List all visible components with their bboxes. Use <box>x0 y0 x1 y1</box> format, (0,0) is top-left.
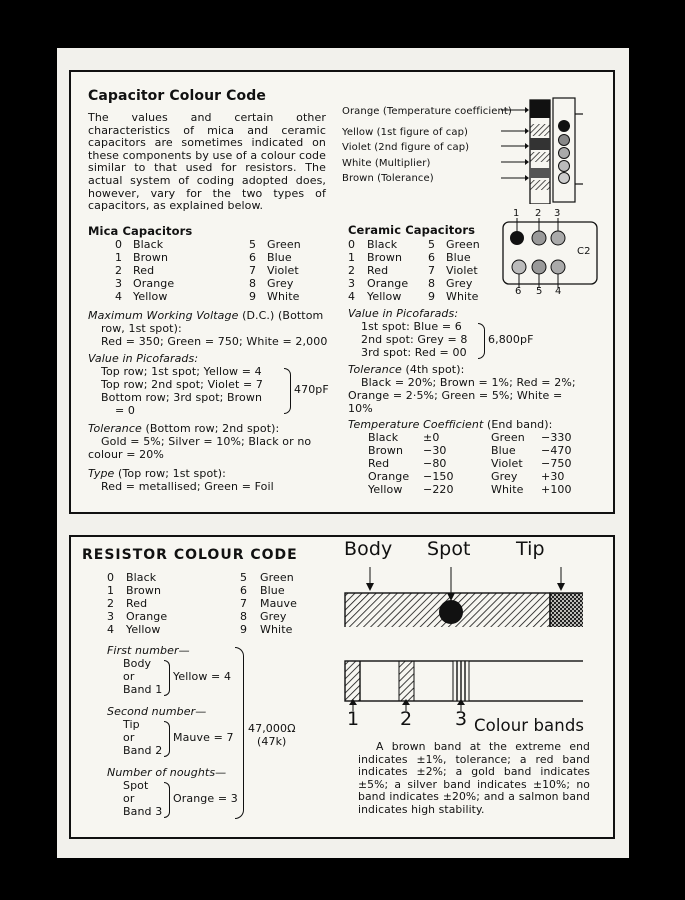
mica-num: 3 <box>115 277 123 290</box>
tc-value: −150 <box>423 470 454 483</box>
label-body: Body <box>344 538 393 560</box>
noughts-line: Band 3 <box>123 805 163 818</box>
resistor-colour: Black <box>126 571 157 584</box>
noughts-line: or <box>123 792 135 805</box>
mica-capacitor-diagram <box>501 94 601 204</box>
mica-colour: Grey <box>267 277 294 290</box>
label-yellow: Yellow (1st figure of cap) <box>342 127 469 138</box>
ceramic-spot-num: 6 <box>515 286 522 297</box>
ceramic-tol-head: Tolerance <box>348 363 402 376</box>
ceramic-vip-head: Value in Picofarads: <box>348 307 459 320</box>
ceramic-tc-head: Temperature Coefficient <box>348 418 484 431</box>
resistor-num: 2 <box>107 597 115 610</box>
noughts-head: Number of noughts— <box>107 766 227 779</box>
resistor-num: 7 <box>240 597 248 610</box>
ceramic-diagram-label: C2 <box>577 246 591 257</box>
resistor-title: RESISTOR COLOUR CODE <box>82 547 298 563</box>
first-number-line: or <box>123 670 135 683</box>
ceramic-vip-line: 2nd spot: Grey = 8 <box>361 333 468 346</box>
mica-colour: Violet <box>267 264 299 277</box>
capacitor-title: Capacitor Colour Code <box>88 88 266 104</box>
mica-vip-line: Top row; 1st spot; Yellow = 4 <box>101 365 262 378</box>
mica-colour: Green <box>267 238 301 251</box>
ceramic-tol-line: Black = 20%; Brown = 1%; Red = 2%; <box>361 376 576 389</box>
ceramic-spot-num: 1 <box>513 208 520 219</box>
ceramic-vip-line: 1st spot: Blue = 6 <box>361 320 462 333</box>
mica-tol-heading <box>88 423 279 436</box>
resistor-bands-diagram <box>333 655 583 715</box>
resistor-colour: Grey <box>260 610 287 623</box>
mica-num: 0 <box>115 238 123 251</box>
ceramic-colour: Green <box>446 238 480 251</box>
total-value: 47,000Ω <box>248 722 296 735</box>
mica-type-line: Red = metallised; Green = Foil <box>101 480 274 493</box>
tc-colour: Green <box>491 431 525 444</box>
mica-colour: Yellow <box>133 290 168 303</box>
mica-type-heading <box>88 468 226 481</box>
resistor-colour: Orange <box>126 610 168 623</box>
label-orange: Orange (Temperature coefficient) <box>342 106 512 117</box>
ceramic-colour: Blue <box>446 251 471 264</box>
resistor-colour: Green <box>260 571 294 584</box>
tc-value: −470 <box>541 444 572 457</box>
mica-vip-line: Bottom row; 3rd spot; Brown <box>101 391 263 404</box>
resistor-num: 5 <box>240 571 248 584</box>
mica-vip-brace <box>284 368 291 414</box>
mica-num: 8 <box>249 277 257 290</box>
tc-value: −220 <box>423 483 454 496</box>
tc-value: −750 <box>541 457 572 470</box>
noughts-value: Orange = 3 <box>173 792 238 805</box>
label-brown: Brown (Tolerance) <box>342 173 434 184</box>
ceramic-num: 7 <box>428 264 436 277</box>
ceramic-tc-heading <box>348 419 552 432</box>
ceramic-num: 6 <box>428 251 436 264</box>
tc-colour: Red <box>368 457 390 470</box>
mica-num: 4 <box>115 290 123 303</box>
ceramic-spot-num: 2 <box>535 208 542 219</box>
ceramic-colour: White <box>446 290 479 303</box>
colour-bands-label: Colour bands <box>474 716 585 735</box>
first-number-value: Yellow = 4 <box>173 670 232 683</box>
mica-tol-line: Gold = 5%; Silver = 10%; Black or no <box>101 435 312 448</box>
first-number-line: Body <box>123 657 152 670</box>
label-tip: Tip <box>516 538 545 560</box>
mica-vip-line: = 0 <box>115 404 136 417</box>
total-value-k: (47k) <box>257 735 287 748</box>
resistor-num: 0 <box>107 571 115 584</box>
resistor-num: 9 <box>240 623 248 636</box>
resistor-colour: Yellow <box>126 623 161 636</box>
resistor-tolerance-note: A brown band at the extreme end indicates ±1%, tolerance; a red band indicates ±2%; a gold band indicates ±5%; a silver band indicates ±10%; no band indicates ±20%; and a salmon band indicates high stability. <box>358 740 590 816</box>
ceramic-title: Ceramic Capacitors <box>348 223 476 237</box>
ceramic-colour: Brown <box>367 251 403 264</box>
resistor-num: 8 <box>240 610 248 623</box>
mica-num: 6 <box>249 251 257 264</box>
ceramic-colour: Yellow <box>367 290 402 303</box>
tc-value: −30 <box>423 444 447 457</box>
tc-colour: Grey <box>491 470 518 483</box>
mica-num: 2 <box>115 264 123 277</box>
mica-tol-line: colour = 20% <box>88 448 164 461</box>
ceramic-tol-line: 10% <box>348 402 373 415</box>
ceramic-tol-l1: (4th spot): <box>405 363 465 376</box>
tc-value: −80 <box>423 457 447 470</box>
mica-colour: Brown <box>133 251 169 264</box>
tc-colour: Violet <box>491 457 523 470</box>
second-number-line: Band 2 <box>123 744 163 757</box>
printed-card <box>57 48 629 858</box>
ceramic-num: 5 <box>428 238 436 251</box>
mica-tol-l1: (Bottom row; 2nd spot): <box>145 422 280 435</box>
ceramic-num: 9 <box>428 290 436 303</box>
resistor-section <box>69 535 615 839</box>
resistor-colour: Brown <box>126 584 162 597</box>
second-number-line: Tip <box>123 718 140 731</box>
label-spot: Spot <box>427 538 471 560</box>
ceramic-vip-line: 3rd spot: Red = 00 <box>361 346 467 359</box>
mica-title: Mica Capacitors <box>88 224 193 238</box>
tc-value: +30 <box>541 470 565 483</box>
noughts-brace <box>164 782 170 818</box>
mica-num: 9 <box>249 290 257 303</box>
ceramic-tc-end: (End band): <box>486 418 553 431</box>
band-number: 1 <box>347 708 360 730</box>
tc-value: ±0 <box>423 431 440 444</box>
resistor-colour: White <box>260 623 293 636</box>
resistor-num: 3 <box>107 610 115 623</box>
ceramic-num: 2 <box>348 264 356 277</box>
ceramic-tol-heading <box>348 364 464 377</box>
ceramic-num: 8 <box>428 277 436 290</box>
ceramic-colour: Red <box>367 264 389 277</box>
ceramic-vip-brace <box>478 323 485 359</box>
mica-colour: Blue <box>267 251 292 264</box>
ceramic-vip-result: 6,800pF <box>488 333 534 346</box>
mica-vip-head: Value in Picofarads: <box>88 352 199 365</box>
tc-colour: Brown <box>368 444 404 457</box>
second-number-value: Mauve = 7 <box>173 731 234 744</box>
mica-tol-head: Tolerance <box>88 422 142 435</box>
ceramic-colour: Grey <box>446 277 473 290</box>
capacitor-intro: The values and certain other characteristics of mica and ceramic capacitors are sometimes indicated on these components by use of a colour code similar to that used for resistors. The actual system of coding adopted does, however, vary for the two types of capacitors, as explained below. <box>88 111 326 213</box>
mica-type-l1: (Top row; 1st spot): <box>118 467 226 480</box>
ceramic-tol-line: Orange = 2·5%; Green = 5%; White = <box>348 389 563 402</box>
mica-num: 5 <box>249 238 257 251</box>
ceramic-spot-num: 4 <box>555 286 562 297</box>
capacitor-section <box>69 70 615 514</box>
band-number: 2 <box>400 708 413 730</box>
tc-colour: Orange <box>368 470 410 483</box>
ceramic-colour: Violet <box>446 264 478 277</box>
mica-colour: White <box>267 290 300 303</box>
resistor-colour: Red <box>126 597 148 610</box>
second-number-head: Second number— <box>107 705 207 718</box>
resistor-body-diagram <box>333 565 583 627</box>
resistor-colour: Blue <box>260 584 285 597</box>
ceramic-num: 0 <box>348 238 356 251</box>
ceramic-num: 4 <box>348 290 356 303</box>
tc-value: −330 <box>541 431 572 444</box>
ceramic-num: 3 <box>348 277 356 290</box>
ceramic-colour: Black <box>367 238 398 251</box>
tc-value: +100 <box>541 483 572 496</box>
band-number: 3 <box>455 708 468 730</box>
tc-colour: Blue <box>491 444 516 457</box>
ceramic-spot-num: 5 <box>536 286 543 297</box>
mica-vip-result: 470pF <box>294 383 329 396</box>
mica-mwv-head: Maximum Working Voltage <box>88 309 239 322</box>
mica-mwv-bottom: (Bottom <box>278 309 324 322</box>
mica-mwv-values: Red = 350; Green = 750; White = 2,000 <box>101 335 328 348</box>
tc-colour: White <box>491 483 524 496</box>
resistor-colour: Mauve <box>260 597 297 610</box>
mica-colour: Black <box>133 238 164 251</box>
mica-vip-line: Top row; 2nd spot; Violet = 7 <box>101 378 263 391</box>
tc-colour: Black <box>368 431 399 444</box>
mica-mwv-dc: (D.C.) <box>242 309 275 322</box>
mica-mwv-line2: row, 1st spot): <box>101 322 182 335</box>
resistor-num: 1 <box>107 584 115 597</box>
resistor-num: 4 <box>107 623 115 636</box>
second-number-brace <box>164 721 170 757</box>
label-white: White (Multiplier) <box>342 158 431 169</box>
mica-num: 7 <box>249 264 257 277</box>
ceramic-colour: Orange <box>367 277 409 290</box>
resistor-num: 6 <box>240 584 248 597</box>
total-brace <box>235 647 244 819</box>
mica-type-head: Type <box>88 467 115 480</box>
mica-mwv-heading <box>88 310 323 323</box>
tc-colour: Yellow <box>368 483 403 496</box>
second-number-line: or <box>123 731 135 744</box>
first-number-line: Band 1 <box>123 683 163 696</box>
first-number-head: First number— <box>107 644 190 657</box>
mica-colour: Red <box>133 264 155 277</box>
mica-colour: Orange <box>133 277 175 290</box>
noughts-line: Spot <box>123 779 149 792</box>
ceramic-num: 1 <box>348 251 356 264</box>
label-violet: Violet (2nd figure of cap) <box>342 142 470 153</box>
first-number-brace <box>164 660 170 696</box>
ceramic-spot-num: 3 <box>554 208 561 219</box>
mica-num: 1 <box>115 251 123 264</box>
